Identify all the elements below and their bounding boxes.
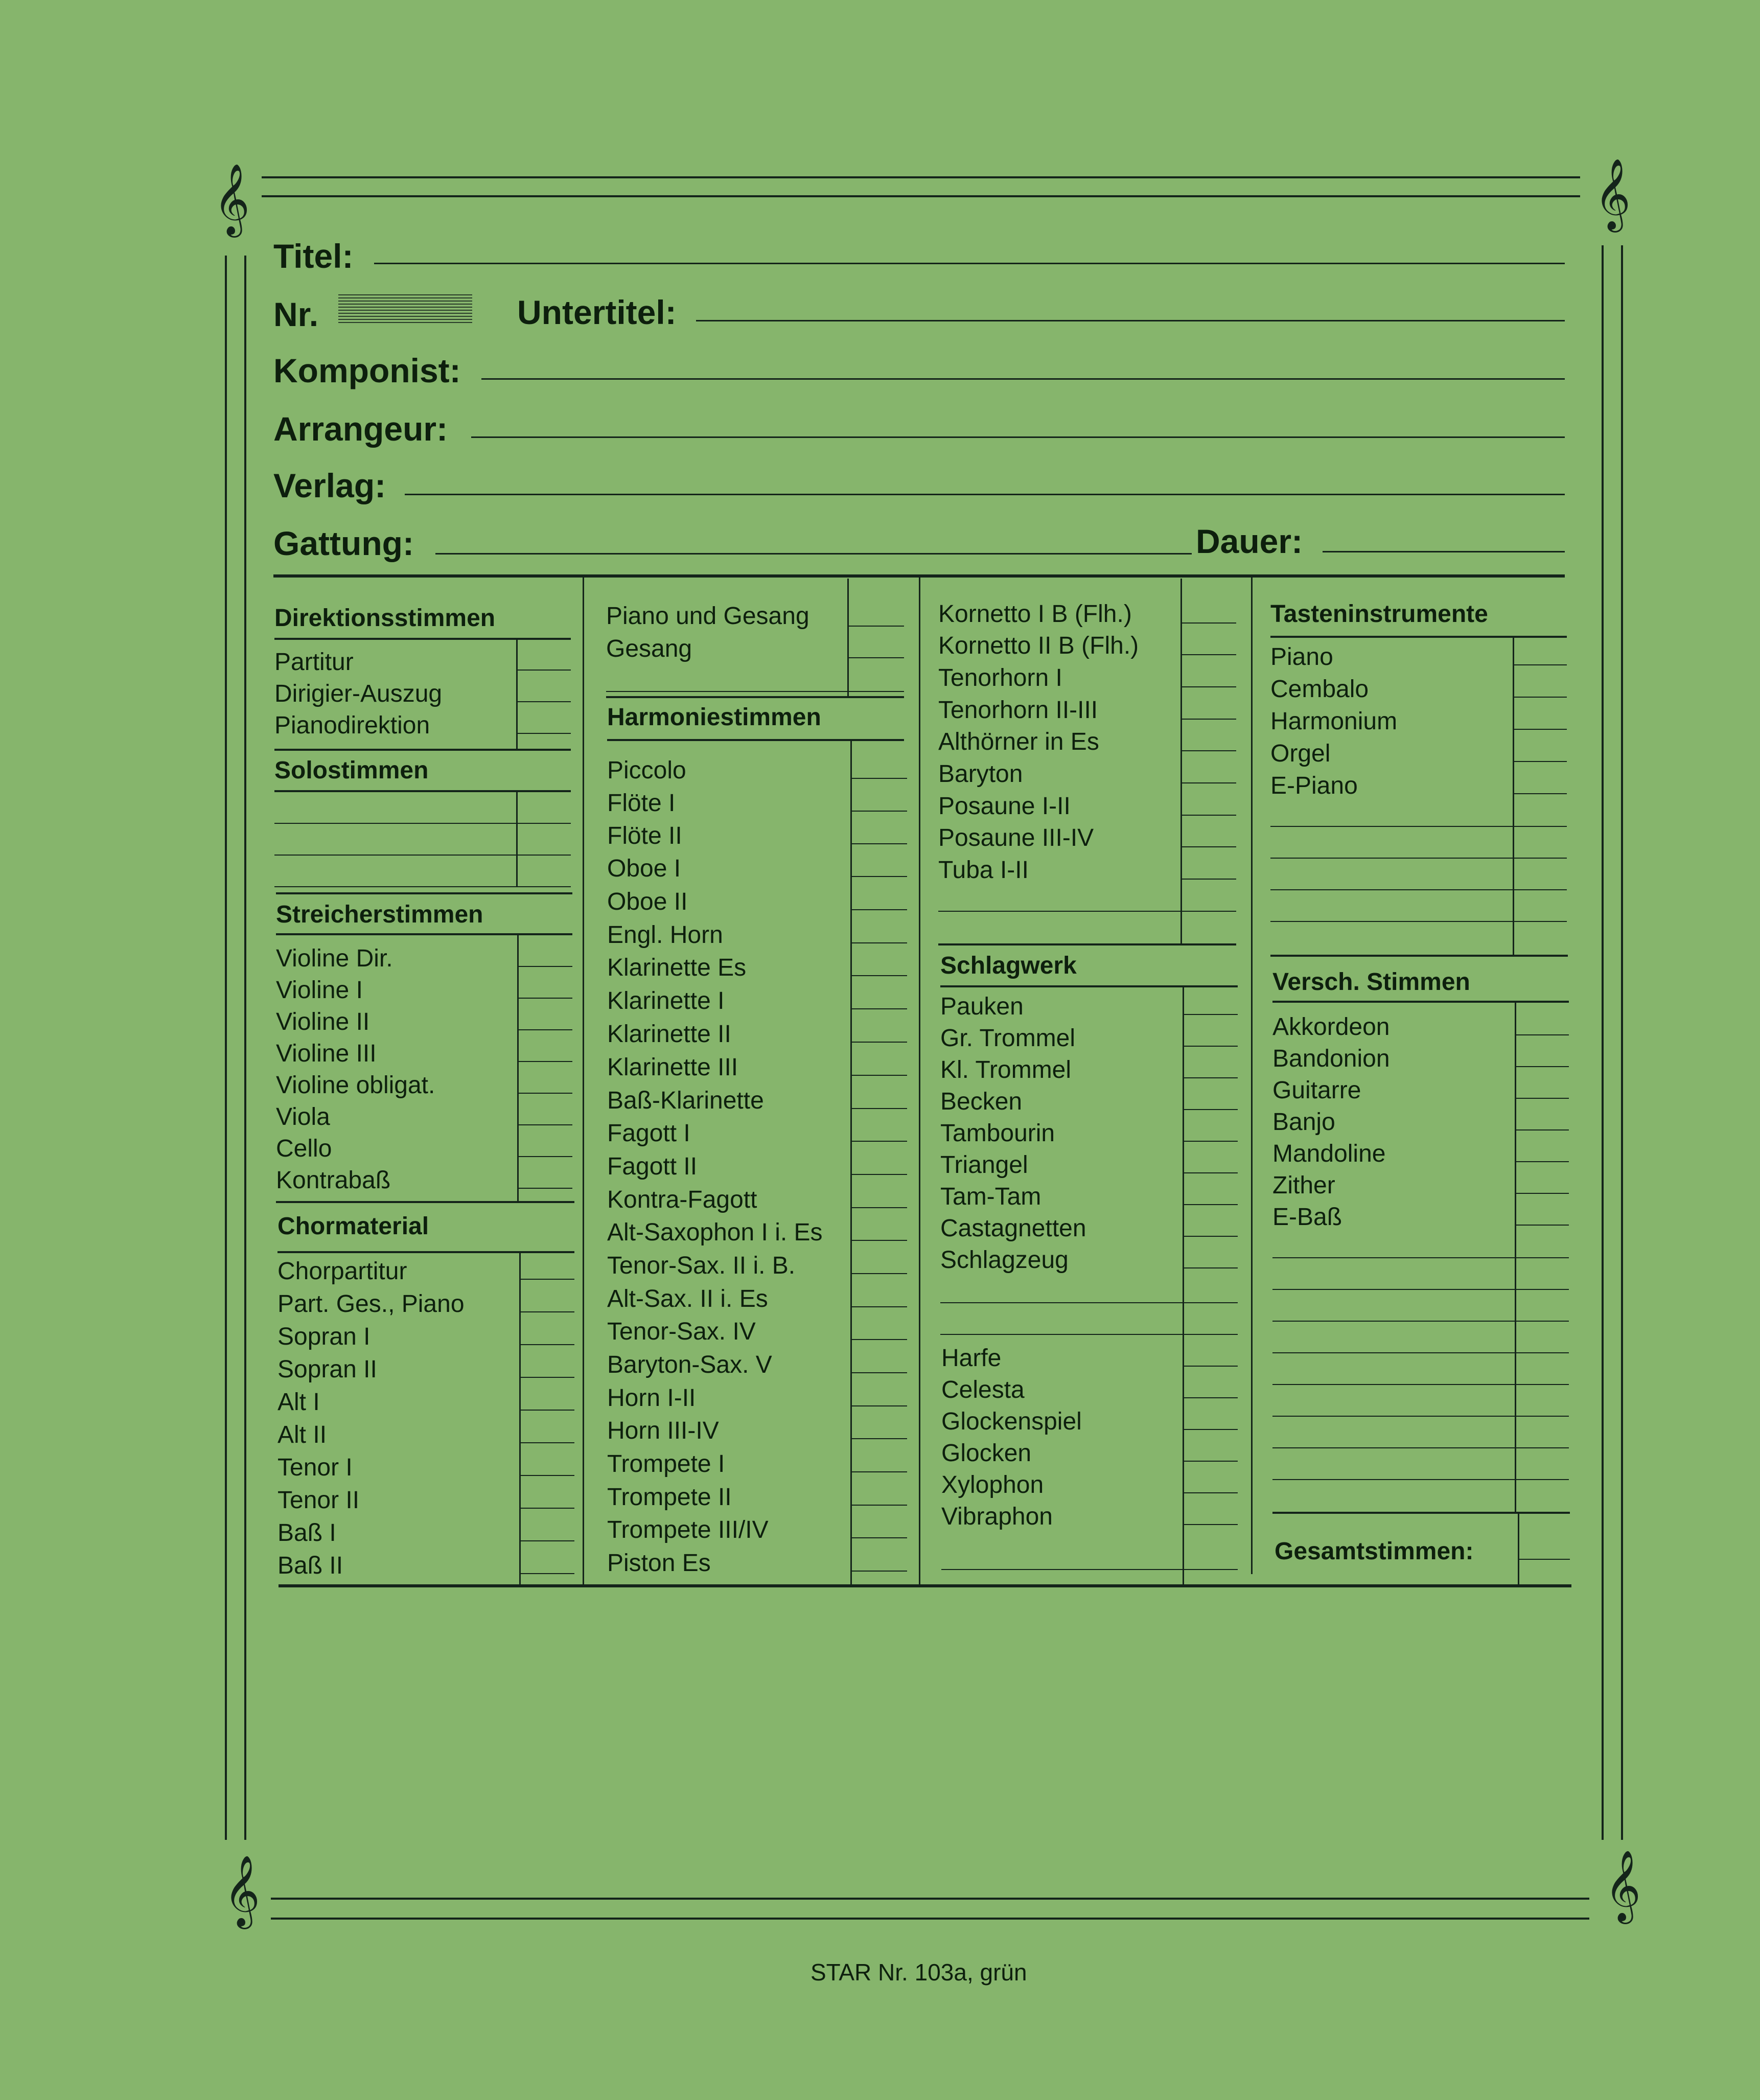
solo-title: Solostimmen — [274, 757, 429, 784]
count-field[interactable] — [519, 998, 572, 999]
count-field[interactable] — [521, 1311, 574, 1312]
harmonie-item: Oboe I — [607, 855, 681, 882]
schlagwerk-item: Castagnetten — [940, 1215, 1086, 1242]
column-divider — [919, 578, 920, 1584]
count-field[interactable] — [852, 778, 907, 779]
count-field[interactable] — [1184, 1014, 1238, 1015]
harmonie-item: Engl. Horn — [607, 921, 723, 949]
harmonie-item: Klarinette II — [607, 1021, 731, 1048]
blech-item: Baryton — [938, 760, 1023, 788]
sonstige-item: Harfe — [941, 1345, 1002, 1372]
section-rule — [1272, 1001, 1569, 1003]
count-field[interactable] — [852, 1075, 907, 1076]
count-field[interactable] — [1514, 664, 1567, 665]
count-field[interactable] — [1514, 793, 1567, 794]
left-rule — [244, 256, 246, 1840]
count-field[interactable] — [1514, 697, 1567, 698]
blech-item: Tenorhorn I — [938, 664, 1062, 691]
chor-item: Sopran I — [277, 1323, 370, 1350]
count-field[interactable] — [521, 1410, 574, 1411]
count-field[interactable] — [1184, 1204, 1238, 1205]
harmonie-item: Baß-Klarinette — [607, 1087, 764, 1114]
blech-item: Kornetto II B (Flh.) — [938, 632, 1139, 659]
count-field[interactable] — [1184, 1109, 1238, 1110]
count-field[interactable] — [1182, 719, 1236, 720]
count-field[interactable] — [1184, 1397, 1238, 1398]
blank-row[interactable] — [940, 1302, 1238, 1303]
blank-row[interactable] — [1272, 1416, 1569, 1417]
count-column-rule — [519, 1253, 521, 1584]
section-rule — [276, 892, 572, 894]
blank-row[interactable] — [1270, 826, 1567, 827]
count-field[interactable] — [519, 966, 572, 967]
schlagwerk-title: Schlagwerk — [940, 952, 1077, 979]
harmonie-title: Harmoniestimmen — [607, 704, 821, 731]
versch-item: Zither — [1272, 1172, 1335, 1199]
verlag-field[interactable] — [405, 494, 1565, 495]
streicher-item: Violine Dir. — [276, 945, 393, 972]
blank-row[interactable] — [1270, 858, 1567, 859]
gesamt-count-field[interactable] — [1519, 1559, 1570, 1560]
harmonie-item: Alt-Saxophon I i. Es — [607, 1219, 823, 1246]
count-column-rule — [1180, 579, 1182, 944]
count-field[interactable] — [1516, 1066, 1569, 1067]
count-field[interactable] — [852, 1537, 907, 1538]
treble-clef-icon: 𝄞 — [224, 1855, 260, 1926]
tasten-item: Piano — [1270, 643, 1333, 671]
count-field[interactable] — [519, 1124, 572, 1125]
count-field[interactable] — [852, 1505, 907, 1506]
section-rule — [274, 790, 571, 792]
arrangeur-label: Arrangeur: — [273, 410, 448, 448]
section-rule — [1270, 636, 1567, 638]
section-rule — [606, 696, 904, 698]
count-field[interactable] — [1516, 1161, 1569, 1162]
count-field[interactable] — [852, 1405, 907, 1406]
count-field[interactable] — [849, 657, 904, 658]
count-field[interactable] — [1184, 1141, 1238, 1142]
harmonie-item: Piston Es — [607, 1550, 711, 1577]
count-field[interactable] — [1184, 1172, 1238, 1173]
blank-row[interactable] — [1270, 889, 1567, 890]
blech-item: Althörner in Es — [938, 728, 1099, 755]
count-field[interactable] — [1184, 1366, 1238, 1367]
harmonie-item: Trompete I — [607, 1450, 725, 1478]
piano-gesang-item: Piano und Gesang — [606, 603, 809, 630]
count-column-rule — [1518, 1514, 1519, 1584]
count-field[interactable] — [849, 626, 904, 627]
harmonie-item: Oboe II — [607, 888, 688, 915]
count-field[interactable] — [852, 876, 907, 877]
streicher-item: Violine III — [276, 1040, 377, 1067]
count-field[interactable] — [1182, 846, 1236, 847]
titel-field[interactable] — [374, 263, 1565, 264]
direktion-item: Partitur — [274, 649, 354, 676]
right-rule — [1602, 245, 1604, 1840]
count-column-rule — [1513, 638, 1514, 957]
arrangeur-field[interactable] — [471, 436, 1565, 438]
gesamt-label: Gesamtstimmen: — [1275, 1538, 1474, 1565]
versch-item: Guitarre — [1272, 1077, 1361, 1104]
chor-item: Alt I — [277, 1389, 320, 1416]
count-field[interactable] — [521, 1344, 574, 1345]
count-field[interactable] — [852, 1438, 907, 1439]
chor-item: Tenor I — [277, 1454, 353, 1481]
blank-row[interactable] — [1272, 1289, 1569, 1290]
count-field[interactable] — [521, 1442, 574, 1443]
count-field[interactable] — [521, 1540, 574, 1541]
column-divider — [1251, 578, 1253, 1574]
count-column-rule — [847, 579, 849, 696]
count-field[interactable] — [1516, 1098, 1569, 1099]
blech-item: Tenorhorn II-III — [938, 697, 1098, 724]
blank-row[interactable] — [938, 911, 1236, 912]
count-field[interactable] — [852, 975, 907, 976]
count-field[interactable] — [1514, 729, 1567, 730]
count-field[interactable] — [521, 1475, 574, 1476]
solo-blank-row[interactable] — [274, 886, 571, 887]
sonstige-item: Vibraphon — [941, 1503, 1053, 1530]
count-field[interactable] — [1182, 815, 1236, 816]
count-field[interactable] — [519, 1156, 572, 1157]
streicher-item: Violine obligat. — [276, 1072, 435, 1099]
sonstige-item: Glocken — [941, 1440, 1032, 1467]
blech-item: Posaune I-II — [938, 793, 1071, 820]
chor-item: Tenor II — [277, 1487, 360, 1514]
tasten-item: Orgel — [1270, 740, 1331, 767]
blank-row[interactable] — [941, 1569, 1238, 1570]
versch-item: E-Baß — [1272, 1204, 1342, 1231]
top-rule — [262, 176, 1580, 178]
streicher-item: Kontrabaß — [276, 1167, 391, 1194]
count-field[interactable] — [1516, 1129, 1569, 1130]
chor-item: Baß I — [277, 1519, 336, 1547]
harmonie-item: Klarinette III — [607, 1054, 738, 1081]
blank-row[interactable] — [1272, 1447, 1569, 1448]
section-rule — [274, 638, 571, 640]
harmonie-item: Alt-Sax. II i. Es — [607, 1285, 768, 1312]
nr-hatched-box — [338, 294, 472, 323]
count-field[interactable] — [1514, 761, 1567, 762]
streicher-item: Violine II — [276, 1008, 370, 1035]
untertitel-field[interactable] — [696, 320, 1565, 321]
count-field[interactable] — [518, 701, 571, 702]
count-field[interactable] — [1516, 1193, 1569, 1194]
count-field[interactable] — [1184, 1429, 1238, 1430]
tasten-item: E-Piano — [1270, 772, 1358, 799]
chor-item: Alt II — [277, 1421, 327, 1448]
section-rule — [276, 933, 572, 935]
count-field[interactable] — [1184, 1077, 1238, 1078]
section-rule — [276, 1201, 574, 1203]
harmonie-item: Klarinette Es — [607, 954, 747, 981]
count-column-rule — [850, 741, 852, 1584]
schlagwerk-item: Becken — [940, 1088, 1023, 1115]
versch-item: Akkordeon — [1272, 1013, 1390, 1041]
gattung-field[interactable] — [435, 553, 1192, 555]
count-field[interactable] — [519, 1093, 572, 1094]
count-field[interactable] — [521, 1573, 574, 1574]
dauer-field[interactable] — [1323, 551, 1565, 552]
verlag-label: Verlag: — [273, 467, 386, 504]
versch-item: Banjo — [1272, 1109, 1335, 1136]
harmonie-item: Tenor-Sax. IV — [607, 1318, 756, 1345]
chor-item: Chorpartitur — [277, 1258, 407, 1285]
count-field[interactable] — [1184, 1492, 1238, 1493]
column-divider — [583, 578, 584, 1584]
harmonie-item: Trompete II — [607, 1484, 732, 1511]
harmonie-item: Trompete III/IV — [607, 1516, 769, 1543]
blank-row[interactable] — [1270, 921, 1567, 922]
count-field[interactable] — [852, 1571, 907, 1572]
direktion-item: Dirigier-Auszug — [274, 680, 443, 707]
harmonie-item: Piccolo — [607, 757, 686, 784]
count-field[interactable] — [1184, 1236, 1238, 1237]
section-rule — [607, 739, 904, 741]
count-field[interactable] — [852, 1042, 907, 1043]
harmonie-item: Tenor-Sax. II i. B. — [607, 1252, 796, 1279]
count-field[interactable] — [1516, 1034, 1569, 1035]
count-field[interactable] — [519, 1188, 572, 1189]
titel-label: Titel: — [273, 237, 354, 275]
left-rule — [225, 256, 227, 1840]
harmonie-item: Horn III-IV — [607, 1417, 719, 1444]
komponist-label: Komponist: — [273, 352, 461, 389]
count-field[interactable] — [852, 1207, 907, 1208]
versch-title: Versch. Stimmen — [1272, 968, 1470, 996]
count-field[interactable] — [521, 1279, 574, 1280]
blech-item: Posaune III-IV — [938, 824, 1094, 851]
blech-item: Kornetto I B (Flh.) — [938, 601, 1132, 628]
bottom-rule — [271, 1918, 1589, 1920]
untertitel-label: Untertitel: — [517, 293, 677, 331]
chor-item: Baß II — [277, 1552, 343, 1579]
count-field[interactable] — [852, 1240, 907, 1241]
harmonie-item: Baryton-Sax. V — [607, 1351, 772, 1378]
sonstige-item: Glockenspiel — [941, 1408, 1082, 1435]
komponist-field[interactable] — [481, 378, 1565, 380]
direktion-title: Direktionsstimmen — [274, 605, 496, 632]
count-field[interactable] — [852, 1306, 907, 1307]
tasten-item: Harmonium — [1270, 708, 1398, 735]
chor-title: Chormaterial — [277, 1213, 429, 1240]
count-field[interactable] — [852, 1141, 907, 1142]
sonstige-item: Celesta — [941, 1376, 1025, 1403]
schlagwerk-item: Schlagzeug — [940, 1247, 1069, 1274]
treble-clef-icon: 𝄞 — [1605, 1850, 1641, 1921]
count-field[interactable] — [852, 1174, 907, 1175]
solo-blank-row[interactable] — [274, 823, 571, 824]
section-rule — [1272, 1512, 1570, 1514]
count-field[interactable] — [852, 909, 907, 910]
count-field[interactable] — [1184, 1461, 1238, 1462]
schlagwerk-item: Gr. Trommel — [940, 1025, 1076, 1052]
footer-imprint: STAR Nr. 103a, grün — [810, 1959, 1027, 1986]
count-field[interactable] — [1182, 654, 1236, 655]
section-rule — [277, 1251, 574, 1253]
sonstige-item: Xylophon — [941, 1471, 1044, 1498]
blank-row[interactable] — [1272, 1384, 1569, 1385]
count-field[interactable] — [519, 1029, 572, 1030]
blech-item: Tuba I-II — [938, 857, 1029, 884]
harmonie-item: Horn I-II — [607, 1384, 696, 1412]
count-field[interactable] — [519, 1061, 572, 1062]
treble-clef-icon: 𝄞 — [1594, 158, 1631, 229]
gattung-label: Gattung: — [273, 524, 414, 562]
tasten-title: Tasteninstrumente — [1270, 601, 1488, 628]
section-rule — [274, 749, 571, 751]
bottom-rule — [271, 1898, 1589, 1900]
count-field[interactable] — [852, 1008, 907, 1009]
schlagwerk-item: Tambourin — [940, 1120, 1055, 1147]
harmonie-item: Flöte II — [607, 822, 682, 849]
count-column-rule — [517, 935, 519, 1201]
count-field[interactable] — [852, 811, 907, 812]
dauer-label: Dauer: — [1196, 522, 1303, 560]
count-field[interactable] — [1516, 1225, 1569, 1226]
schlagwerk-item: Pauken — [940, 993, 1024, 1020]
schlagwerk-item: Triangel — [940, 1151, 1028, 1179]
solo-blank-row[interactable] — [274, 855, 571, 856]
streicher-item: Cello — [276, 1135, 332, 1162]
schlagwerk-item: Kl. Trommel — [940, 1056, 1072, 1083]
count-field[interactable] — [1182, 750, 1236, 751]
count-column-rule — [1515, 1003, 1516, 1514]
blank-row[interactable] — [1272, 1321, 1569, 1322]
section-rule — [940, 985, 1238, 987]
count-field[interactable] — [518, 733, 571, 734]
right-rule — [1621, 245, 1623, 1840]
count-field[interactable] — [852, 843, 907, 844]
count-field[interactable] — [852, 1372, 907, 1373]
section-rule — [938, 943, 1236, 945]
streicher-item: Viola — [276, 1103, 330, 1130]
count-field[interactable] — [521, 1508, 574, 1509]
count-field[interactable] — [1184, 1267, 1238, 1268]
tasten-item: Cembalo — [1270, 676, 1369, 703]
count-field[interactable] — [1182, 782, 1236, 783]
nr-label: Nr. — [273, 295, 319, 333]
blank-row[interactable] — [1272, 1352, 1569, 1353]
blank-row[interactable] — [1272, 1479, 1569, 1480]
chor-item: Part. Ges., Piano — [277, 1290, 465, 1318]
treble-clef-icon: 𝄞 — [214, 164, 250, 235]
harmonie-item: Kontra-Fagott — [607, 1186, 757, 1213]
blank-row[interactable] — [1272, 1257, 1569, 1258]
table-bottom-rule — [279, 1584, 1571, 1587]
count-field[interactable] — [1182, 879, 1236, 880]
count-field[interactable] — [852, 1339, 907, 1340]
harmonie-item: Flöte I — [607, 790, 676, 817]
streicher-title: Streicherstimmen — [276, 901, 483, 928]
section-rule — [1270, 955, 1568, 957]
count-column-rule — [516, 792, 518, 886]
blank-row[interactable] — [940, 1334, 1238, 1335]
top-rule — [262, 195, 1580, 197]
direktion-item: Pianodirektion — [274, 712, 430, 739]
piano-gesang-item: Gesang — [606, 635, 692, 662]
harmonie-item: Fagott II — [607, 1153, 698, 1180]
streicher-item: Violine I — [276, 977, 363, 1004]
count-field[interactable] — [1184, 1524, 1238, 1525]
count-field[interactable] — [521, 1377, 574, 1378]
count-field[interactable] — [852, 1471, 907, 1472]
versch-item: Mandoline — [1272, 1140, 1386, 1167]
harmonie-item: Fagott I — [607, 1120, 690, 1147]
harmonie-item: Klarinette I — [607, 987, 725, 1014]
blank-row[interactable] — [606, 691, 904, 692]
count-field[interactable] — [852, 942, 907, 943]
schlagwerk-item: Tam-Tam — [940, 1183, 1041, 1210]
chor-item: Sopran II — [277, 1356, 377, 1383]
count-field[interactable] — [852, 1273, 907, 1274]
count-field[interactable] — [1184, 1046, 1238, 1047]
count-field[interactable] — [518, 670, 571, 671]
count-field[interactable] — [1182, 622, 1236, 624]
count-field[interactable] — [852, 1108, 907, 1109]
count-field[interactable] — [1182, 686, 1236, 687]
versch-item: Bandonion — [1272, 1045, 1390, 1072]
